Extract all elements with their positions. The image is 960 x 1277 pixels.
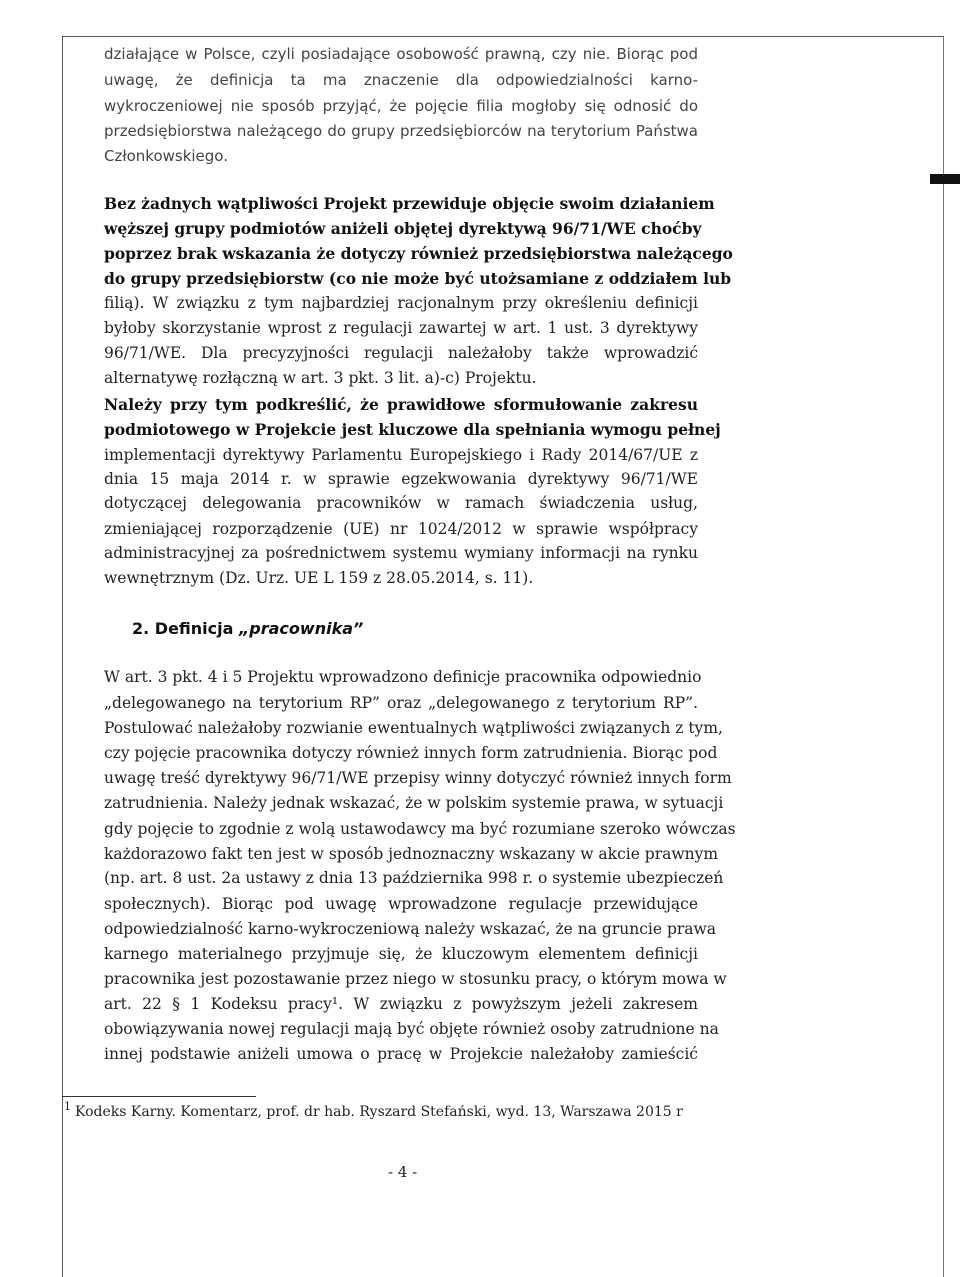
para3-line-9: (np. art. 8 ust. 2a ustawy z dnia 13 października 998 r. o systemie ubezpieczeń [104,869,724,887]
para1-line-5: Członkowskiego. [104,147,228,165]
para2-line-6: byłoby skorzystanie wprost z regulacji zawartej w art. 1 ust. 3 dyrektywy [104,319,698,337]
para2-line-9: Należy przy tym podkreślić, że prawidłowe sformułowanie zakresu [104,395,698,414]
para2-line-11: implementacji dyrektywy Parlamentu Europejskiego i Rady 2014/67/UE z [104,446,698,464]
para2-line-14: zmieniającej rozporządzenie (UE) nr 1024/2012 w sprawie współpracy [104,520,698,538]
para2-line-4: do grupy przedsiębiorstw (co nie może być utożsamiane z oddziałem lub [104,269,732,288]
para3-line-3: Postulować należałoby rozwianie ewentualnych wątpliwości związanych z tym, [104,719,723,737]
para2-line-13: dotyczącej delegowania pracowników w ramach świadczenia usług, [104,494,698,512]
para2-line-5: filią). W związku z tym najbardziej racjonalnym przy określeniu definicji [104,294,698,312]
para2-line-12: dnia 15 maja 2014 r. w sprawie egzekwowania dyrektywy 96/71/WE [104,470,698,488]
para3-line-11: odpowiedzialność karno-wykroczeniową należy wskazać, że na gruncie prawa [104,920,717,938]
footnote [64,1100,683,1120]
para3-line-1: W art. 3 pkt. 4 i 5 Projektu wprowadzono definicje pracownika odpowiednio [104,668,702,686]
footnote-rule [62,1096,256,1097]
para3-line-8: każdorazowo fakt ten jest w sposób jednoznaczny wskazany w akcie prawnym [104,845,719,863]
para2-line-1: Bez żadnych wątpliwości Projekt przewiduje objęcie swoim działaniem [104,194,715,213]
footnote-text: Kodeks Karny. Komentarz, prof. dr hab. Ryszard Stefański, wyd. 13, Warszawa 2015 r [75,1104,683,1120]
para2-line-8: alternatywę rozłączną w art. 3 pkt. 3 lit. a)-c) Projektu. [104,369,537,387]
page-number: - 4 - [388,1163,418,1181]
para2-line-2: węższej grupy podmiotów aniżeli objętej dyrektywą 96/71/WE choćby [104,219,702,238]
footnote-marker: 1 [64,1100,71,1113]
para3-line-6: zatrudnienia. Należy jednak wskazać, że w polskim systemie prawa, w sytuacji [104,794,724,812]
para2-line-16: wewnętrznym (Dz. Urz. UE L 159 z 28.05.2014, s. 11). [104,569,534,587]
para3-line-7: gdy pojęcie to zgodnie z wolą ustawodawcy ma być rozumiane szeroko wówczas [104,820,736,838]
para3-line-2: „delegowanego na terytorium RP” oraz „delegowanego z terytorium RP”. [104,694,698,712]
para3-line-12: karnego materialnego przyjmuje się, że kluczowym elementem definicji [104,945,698,963]
para3-line-16: innej podstawie aniżeli umowa o pracę w Projekcie należałoby zamieścić [104,1045,698,1063]
para3-line-15: obowiązywania nowej regulacji mają być objęte również osoby zatrudnione na [104,1020,719,1038]
para1-line-1: działające w Polsce, czyli posiadające osobowość prawną, czy nie. Biorąc pod [104,45,698,63]
para3-line-5: uwagę treść dyrektywy 96/71/WE przepisy winny dotyczyć również innych form [104,769,732,787]
para1-line-4: przedsiębiorstwa należącego do grupy przedsiębiorców na terytorium Państwa [104,122,698,140]
para2-line-3: poprzez brak wskazania że dotyczy również przedsiębiorstwa należącego [104,244,733,263]
para2-line-15: administracyjnej za pośrednictwem systemu wymiany informacji na rynku [104,544,698,562]
para1-line-3: wykroczeniowej nie sposób przyjąć, że pojęcie filia mogłoby się odnosić do [104,97,698,115]
para3-line-13: pracownika jest pozostawanie przez niego w stosunku pracy, o którym mowa w [104,970,727,988]
para3-line-14: art. 22 § 1 Kodeksu pracy¹. W związku z powyższym jeżeli zakresem [104,995,698,1013]
section-heading: 2. Definicja „pracownika” [132,619,364,638]
para2-line-10: podmiotowego w Projekcie jest kluczowe dla spełniania wymogu pełnej [104,420,721,439]
para3-line-10: społecznych). Biorąc pod uwagę wprowadzone regulacje przewidujące [104,895,698,913]
edge-mark [930,174,960,184]
para2-line-7: 96/71/WE. Dla precyzyjności regulacji należałoby także wprowadzić [104,344,698,362]
para1-line-2: uwagę, że definicja ta ma znaczenie dla odpowiedzialności karno- [104,71,698,89]
para3-line-4: czy pojęcie pracownika dotyczy również innych form zatrudnienia. Biorąc pod [104,744,718,762]
